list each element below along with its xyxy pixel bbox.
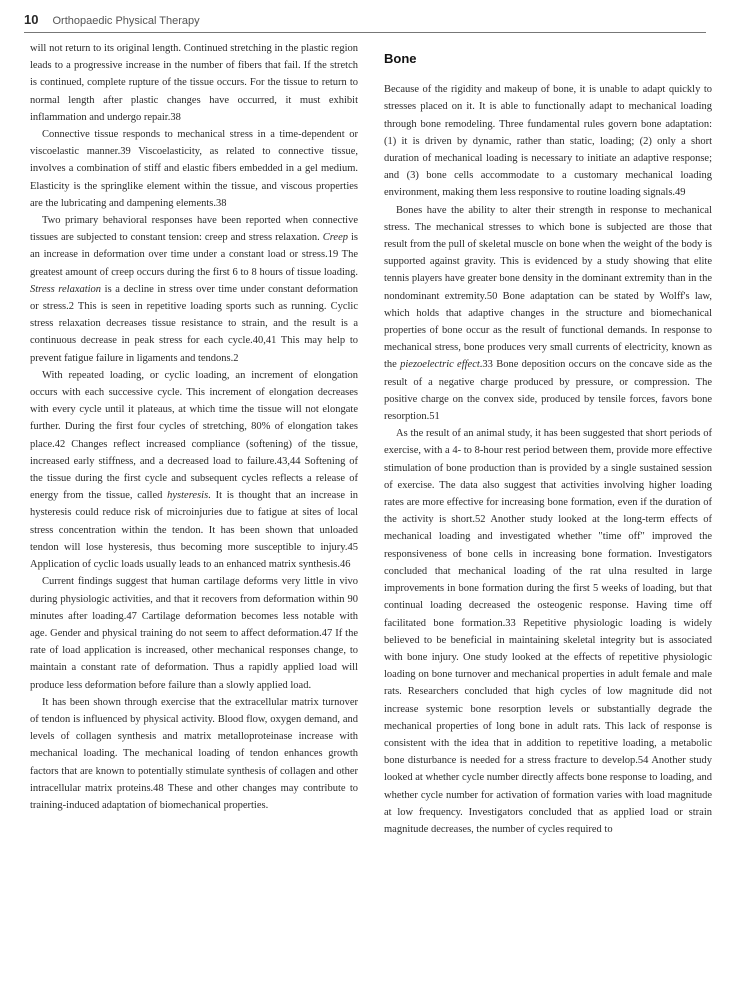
section-title: Bone [384,51,417,66]
page-header [24,12,704,32]
running-head: Orthopaedic Physical Therapy [52,15,200,27]
page-number: 10 [24,12,39,27]
paragraph: Two primary behavioral responses have been reported when connective tissues are subjected to constant tension: creep and stress relaxation. Creep is an increase in deformation over time under a constant load or stress.19 The greatest amount of creep occurs during the first 6 to 8 hours of tissue loading. Stress relaxation is a decline in stress over time under constant deformation or stress.2 This is seen in repetitive loading sports such as running. Cyclic stress relaxation decreases tissue resistance to strain, and the result is a continuous decrease in peak stress for each cycle.40,41 This may help to prevent fatigue failure in ligaments and tendons.2 [30,215,358,364]
paragraph: will not return to its original length. Continued stretching in the plastic region leads to a progressive increase in the number of fibers that fail. If the stretch is continued, complete rupture of the tissue occurs. For the tissue to return to normal length after plastic changes have occurred, it must exhibit inflammation and undergo repair.38 [30,43,358,123]
paragraph: Current findings suggest that human cartilage deforms very little in vivo during physiologic activities, and that it recovers from deformation within 90 minutes after loading.47 Cartilage deformation becomes less notable with age. Gender and physical training do not seem to affect deformation.47 If the rate of load application is increased, other mechanical responses change, to maintain a constant rate of deformation. Thus a rapidly applied load will produce less deformation before failure than a slowly applied load. [30,576,358,691]
paragraph: With repeated loading, or cyclic loading, an increment of elongation occurs with each successive cycle. This increment of elongation decreases with every cycle until it plateaus, at which time the tissue will not elongate further. During the first four cycles of stretching, 80% of elongation takes place.42 Changes reflect increased compliance (softening) of the tissue, increased early stiffness, and a decreased load to failure.43,44 Softening of the tissue during the first cycle and subsequent cycles reflects a release of energy from the tissue, called hysteresis. It is thought that an increase in hysteresis could reduce risk of microinjuries due to fatigue at sites of local stress concentration within the tendon. It has been shown that unloaded tendon will lose hysteresis, thus becoming more susceptible to injury.45 Application of cyclic loads usually leads to an enhanced matrix synthesis.46 [30,369,358,571]
term-italic: Stress relaxation [30,283,102,295]
paragraph: Bones have the ability to alter their strength in response to mechanical stress. The mechanical stresses to which bone is subjected are those that result from the pull of skeletal muscle on bone when the weight of the body is supported against gravity. This is evidenced by a study showing that elite tennis players have greater bone density in the dominant extremity than in the nondominant extremity.50 Bone adaptation can be stated by Wolff's law, which holds that adaptive changes in the structure and biomechanical properties of bone occur as the result of functional demands. In response to mechanical stress, bone produces very small currents of electricity, known as the piezoelectric effect.33 Bone deposition occurs on the concave side as the result of a negative charge produced by pressure, or compression. The positive charge on the convex side, produced by tensile forces, favors bone resorption.51 [384,204,713,423]
paragraph: Because of the rigidity and makeup of bone, it is unable to adapt quickly to stresses placed on it. It is able to functionally adapt to mechanical loading through bone remodeling. Three fundamental rules govern bone adaptation: (1) it is driven by dynamic, rather than static, loading; (2) only a short duration of mechanical loading is necessary to initiate an adaptive response; and (3) bone cells accommodate to a customary mechanical loading environment, making them less responsive to routine loading signals.49 [384,84,712,199]
term-italic: Creep [322,232,348,244]
left-column [30,40,358,814]
term-italic: hysteresis [167,490,209,502]
paragraph: It has been shown through exercise that the extracellular matrix turnover of tendon is influenced by physical activity. Blood flow, oxygen demand, and levels of collagen synthesis and matrix metalloproteinase increase with mechanical loading. The mechanical loading of tendon enhances growth factors that are known to potentially stimulate synthesis of collagen and other intracellular matrix proteins.48 These and other changes may contribute to training-induced adaptation of biomechanical properties. [30,696,358,811]
paragraph: As the result of an animal study, it has been suggested that short periods of exercise, with a 4- to 8-hour rest period between them, provide more effective stimulation of bone production than is provided by a single sustained session of exercise. The data also suggest that activities involving higher loading rates are more effective for increasing bone formation, even if the duration of the activity is short.52 Another study looked at the long-term effects of mechanical loading and investigated whether "time off" improved the responsiveness of bone cells in increasing bone formation. Investigators concluded that mechanical loading of the rat ulna resulted in large improvements in bone formation during the first 5 weeks of loading, but that continual loading decreased the osteogenic response. Having time off facilitated bone formation.33 Repetitive physiologic loading is widely believed to be beneficial in maintaining skeletal integrity but is associated with bone injury. One study looked at the effects of repetitive physiologic loading on bone turnover and mechanical properties in adult female and male rats. Researchers concluded that high cycles of low magnitude did not increase systemic bone resorption levels or substantially degrade the mechanical properties of long bone in adult rats. This lack of response is consistent with the idea that in addition to repetitive loading, a metabolic bone disturbance is needed for a stress fracture to develop.54 Another study looked at whether cycle number directly affects bone response to loading, and whether cycle number for activation of formation varies with load magnitude at low frequency. Investigators concluded that as applied load or strain magnitude decreases, the number of cycles required to [384,428,712,835]
term-italic: piezoelectric effect [400,359,480,371]
header-rule [24,32,706,33]
right-column [384,40,712,838]
paragraph: Connective tissue responds to mechanical stress in a time-dependent or viscoelastic manner.39 Viscoelasticity, as related to connective tissue, involves a combination of stiff and elastic fibers embedded in a gel medium. Elasticity is the springlike element within the tissue, and viscous properties are the lubricating and dampening elements.38 [30,129,358,209]
